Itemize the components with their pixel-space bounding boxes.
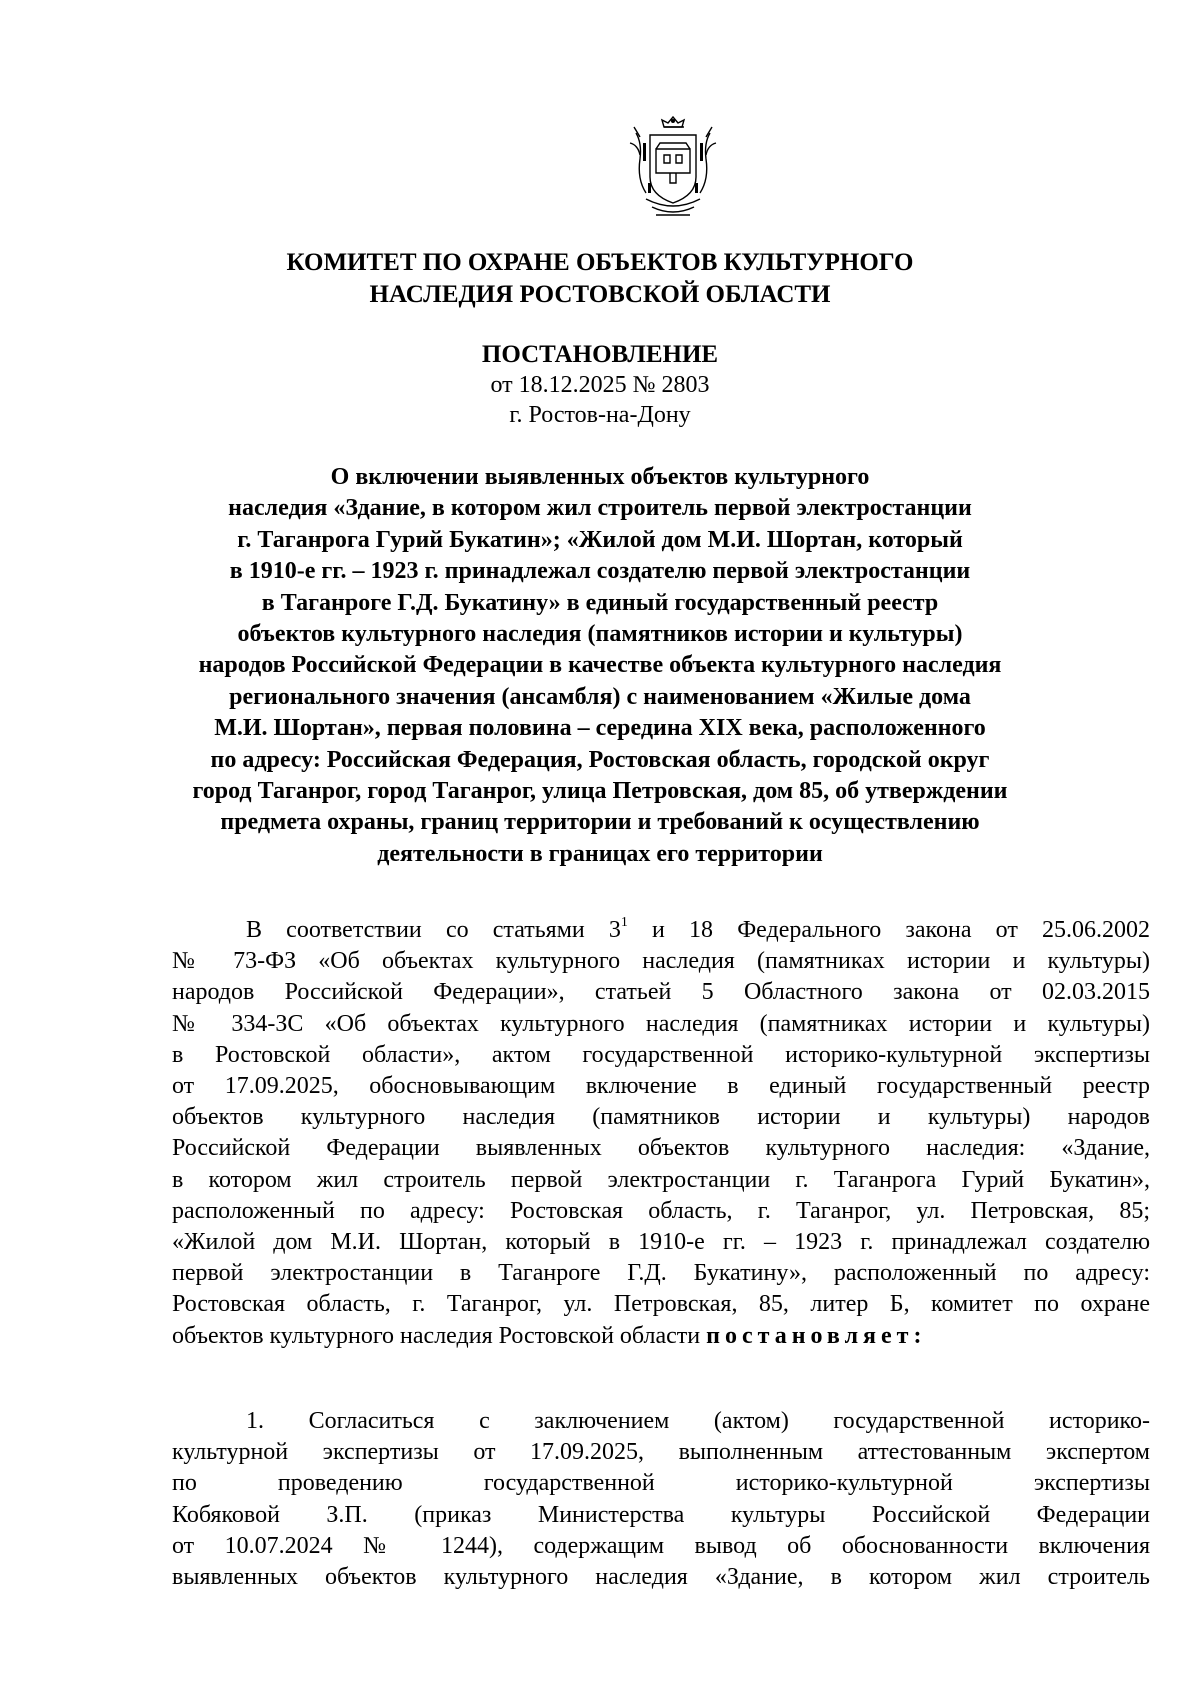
subject-line: в 1910-е гг. – 1923 г. принадлежал создателю первой электростанции	[229, 558, 971, 585]
preamble-line: объектов культурного наследия (памятников истории и культуры) народов	[172, 1104, 1150, 1131]
point-1-paragraph	[172, 1406, 1150, 1593]
subject-line: г. Таганрога Гурий Букатин»; «Жилой дом М.И. Шортан, который	[237, 526, 963, 553]
article-superscript: 1	[620, 915, 628, 930]
preamble-last-line	[172, 1321, 1150, 1352]
preamble-line: в Ростовской области», актом государственной историко-культурной экспертизы	[172, 1041, 1150, 1068]
subject-line: город Таганрог, город Таганрог, улица Петровская, дом 85, об утверждении	[192, 778, 1008, 805]
preamble-last-text: объектов культурного наследия Ростовской области	[172, 1322, 707, 1349]
subject-line: регионального значения (ансамбля) с наименованием «Жилые дома	[229, 683, 971, 710]
subject-line: в Таганроге Г.Д. Букатину» в единый государственный реестр	[261, 589, 939, 616]
resolves-word: постановляет:	[706, 1322, 927, 1349]
rostov-region-coat-of-arms-icon	[626, 113, 720, 225]
preamble-line: «Жилой дом М.И. Шортан, который в 1910-е гг. – 1923 г. принадлежал создателю	[172, 1229, 1150, 1256]
document-subject	[140, 462, 1060, 870]
point-1-line: культурной экспертизы от 17.09.2025, выполненным аттестованным экспертом	[172, 1439, 1150, 1466]
preamble-line: № 334-ЗС «Об объектах культурного наследия (памятниках истории и культуры)	[172, 1010, 1150, 1037]
document-date-number: от 18.12.2025 № 2803	[490, 372, 710, 398]
preamble-line: первой электростанции в Таганроге Г.Д. Букатину», расположенный по адресу:	[172, 1260, 1150, 1287]
preamble-line: Ростовская область, г. Таганрог, ул. Петровская, 85, литер Б, комитет по охране	[172, 1291, 1150, 1318]
preamble-paragraph	[172, 915, 1150, 1352]
preamble-line: от 17.09.2025, обосновывающим включение в единый государственный реестр	[172, 1073, 1150, 1100]
org-name-line-2: НАСЛЕДИЯ РОСТОВСКОЙ ОБЛАСТИ	[369, 281, 831, 308]
point-1-line: Кобяковой З.П. (приказ Министерства культуры Российской Федерации	[172, 1501, 1150, 1528]
preamble-line: в котором жил строитель первой электростанции г. Таганрога Гурий Букатин»,	[172, 1166, 1150, 1193]
preamble-line	[172, 915, 1150, 946]
preamble-line-start: В соответствии со статьями 3	[246, 917, 621, 943]
preamble-line: народов Российской Федерации», статьей 5 Областного закона от 02.03.2015	[172, 979, 1150, 1006]
preamble-line: расположенный по адресу: Ростовская область, г. Таганрог, ул. Петровская, 85;	[172, 1197, 1150, 1224]
subject-line: О включении выявленных объектов культурного	[330, 464, 870, 490]
preamble-line: Российской Федерации выявленных объектов культурного наследия: «Здание,	[172, 1135, 1150, 1162]
preamble-line-end: и 18 Федерального закона от 25.06.2002	[627, 917, 1150, 943]
subject-line: М.И. Шортан», первая половина – середина XIX века, расположенного	[214, 715, 986, 742]
subject-line: деятельности в границах его территории	[377, 840, 823, 867]
org-name-line-1: КОМИТЕТ ПО ОХРАНЕ ОБЪЕКТОВ КУЛЬТУРНОГО	[286, 249, 914, 276]
point-1-line: от 10.07.2024 № 1244), содержащим вывод об обоснованности включения	[172, 1532, 1150, 1559]
subject-line: по адресу: Российская Федерация, Ростовская область, городской округ	[210, 746, 990, 773]
subject-line: народов Российской Федерации в качестве объекта культурного наследия	[198, 652, 1002, 679]
subject-line: предмета охраны, границ территории и требований к осуществлению	[220, 809, 980, 836]
point-1-line: выявленных объектов культурного наследия «Здание, в котором жил строитель	[172, 1564, 1150, 1591]
point-1-line: по проведению государственной историко-культурной экспертизы	[172, 1470, 1150, 1497]
point-1-line: 1. Согласиться с заключением (актом) государственной историко-	[246, 1408, 1150, 1434]
document-type: ПОСТАНОВЛЕНИЕ	[481, 341, 719, 368]
subject-line: наследия «Здание, в котором жил строитель первой электростанции	[228, 495, 972, 522]
preamble-line: № 73-ФЗ «Об объектах культурного наследия (памятниках истории и культуры)	[172, 948, 1150, 975]
document-city: г. Ростов-на-Дону	[509, 402, 691, 428]
subject-line: объектов культурного наследия (памятников истории и культуры)	[237, 621, 963, 648]
